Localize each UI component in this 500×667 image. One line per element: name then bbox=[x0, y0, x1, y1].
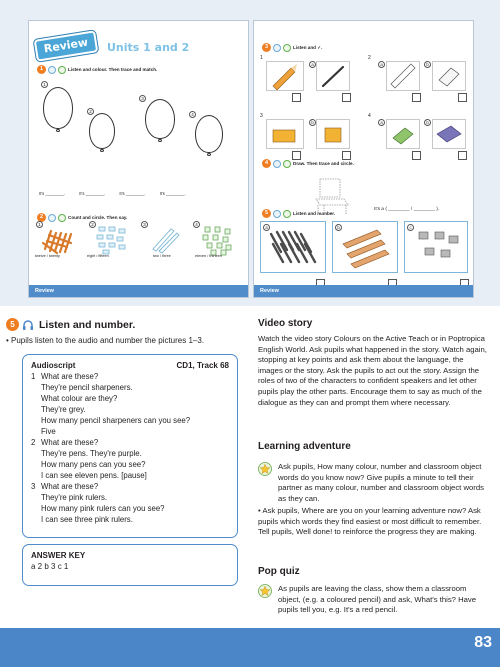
script-line: How many pencil sharpeners can you see? bbox=[41, 416, 191, 425]
its-sentence-3: It's ________. bbox=[119, 191, 146, 196]
listen-icon bbox=[273, 210, 281, 218]
script-text: What are these? bbox=[41, 372, 99, 381]
choice-a-pens bbox=[260, 221, 326, 273]
picture-ruler-a bbox=[386, 61, 420, 91]
page-number: 83 bbox=[474, 634, 492, 651]
count-number-1: 1 bbox=[36, 221, 43, 228]
learning-adventure-text-2: • Ask pupils, Where are you on your learning adventure now? Ask pupils which words they find easiest or most difficult to remember. Tell pupils, Well done! to reinforce the progress they are making. bbox=[258, 506, 482, 537]
green-eraser-drawing bbox=[387, 120, 419, 148]
left-page bbox=[28, 20, 249, 298]
script-line: How many pink rulers can you see? bbox=[41, 504, 165, 513]
script-line bbox=[31, 371, 229, 382]
its-a-sentence: It's a ( ________ / ________ ). bbox=[374, 207, 440, 212]
exercise-4-instruction bbox=[262, 159, 354, 168]
script-line: They're pens. They're purple. bbox=[41, 449, 142, 458]
count-number-3: 3 bbox=[141, 221, 148, 228]
left-page-footer bbox=[29, 285, 248, 297]
learning-adventure-text-1: Ask pupils, How many colour, number and classroom object words do you know now? Give pupils a minute to tell their partner as many colour, number and classroom object words as they can. bbox=[278, 462, 484, 503]
balloon-knot bbox=[100, 149, 104, 152]
option-letter-a: a bbox=[378, 61, 385, 68]
pens-drawing bbox=[261, 222, 325, 272]
star-icon bbox=[258, 584, 272, 598]
tick-box-2b[interactable] bbox=[458, 93, 467, 102]
balloon-outline-4 bbox=[195, 115, 223, 153]
exercise-1-instruction bbox=[37, 65, 157, 74]
script-line bbox=[31, 481, 229, 492]
script-line bbox=[31, 437, 229, 448]
video-story-heading: Video story bbox=[258, 318, 313, 329]
listen-icon bbox=[273, 44, 281, 52]
section-heading bbox=[6, 318, 135, 331]
option-letter-a: a bbox=[378, 119, 385, 126]
picture-eraser-b bbox=[432, 61, 466, 91]
count-option-4: eleven / thirteen bbox=[195, 254, 223, 258]
count-number-4: 4 bbox=[193, 221, 200, 228]
choice-b-rulers bbox=[332, 221, 398, 273]
option-letter-b: b bbox=[309, 119, 316, 126]
balloon-number-2: 2 bbox=[87, 108, 94, 115]
script-line: Five bbox=[41, 427, 56, 436]
picture-number-1: 1 bbox=[260, 55, 263, 61]
balloon-outline-3 bbox=[145, 99, 175, 139]
pen-drawing bbox=[317, 62, 349, 90]
exercise-5-instruction bbox=[262, 209, 335, 218]
review-banner: Review bbox=[34, 30, 99, 61]
instruction-text: Listen and colour. Then trace and match. bbox=[68, 67, 158, 72]
instruction-text: Listen and number. bbox=[293, 211, 336, 216]
count-option-1: twelve / twenty bbox=[35, 254, 60, 258]
its-sentence-2: It's ________. bbox=[79, 191, 106, 196]
page-footer-bar bbox=[0, 628, 500, 667]
exercise-3-instruction bbox=[262, 43, 322, 52]
rulers-drawing bbox=[333, 222, 397, 272]
tick-box-4a[interactable] bbox=[412, 151, 421, 160]
section-title: Listen and number. bbox=[39, 318, 136, 331]
balloon-outline-2 bbox=[89, 113, 115, 149]
script-text: What are these? bbox=[41, 438, 99, 447]
answer-key-box bbox=[22, 544, 238, 586]
spread-inner bbox=[28, 20, 474, 298]
item-number: 1 bbox=[31, 372, 36, 381]
footer-label: Review bbox=[35, 288, 54, 294]
balloon-outline-1 bbox=[43, 87, 73, 129]
answer-key-title: ANSWER KEY bbox=[31, 551, 86, 560]
its-sentence-4: It's ________. bbox=[159, 191, 186, 196]
pop-quiz-text: As pupils are leaving the class, show them a classroom object, (e.g. a coloured pencil) and ask, What's this? Have pupils tell you, e.g. It's a red pencil. bbox=[278, 584, 477, 615]
picture-pencil-a bbox=[266, 61, 304, 91]
exercise-number-badge: 5 bbox=[262, 209, 271, 218]
exercise-number-badge: 3 bbox=[262, 43, 271, 52]
balloon-knot bbox=[56, 129, 60, 132]
right-page-footer bbox=[254, 285, 473, 297]
script-line: I can see eleven pens. [pause] bbox=[41, 471, 147, 480]
audioscript-header bbox=[31, 361, 229, 370]
trace-icon bbox=[283, 160, 291, 168]
balloon-knot bbox=[207, 153, 211, 156]
tick-box-1a[interactable] bbox=[292, 93, 301, 102]
item-number: 2 bbox=[31, 438, 36, 447]
balloon-number-3: 3 bbox=[139, 95, 146, 102]
right-page bbox=[253, 20, 474, 298]
item-number: 3 bbox=[31, 482, 36, 491]
tick-box-2a[interactable] bbox=[412, 93, 421, 102]
count-picture-sharpeners bbox=[89, 221, 131, 257]
choice-c-sharpeners bbox=[404, 221, 468, 273]
audioscript-box bbox=[22, 354, 238, 538]
script-line: I can see three pink rulers. bbox=[41, 515, 133, 524]
count-picture-erasers bbox=[193, 221, 235, 257]
listen-icon bbox=[48, 66, 56, 74]
choice-letter-a: a bbox=[263, 224, 270, 231]
script-text: What are these? bbox=[41, 482, 99, 491]
instruction-bullet: • Pupils listen to the audio and number the pictures 1–3. bbox=[6, 336, 205, 345]
picture-number-3: 3 bbox=[260, 113, 263, 119]
pencil-icon bbox=[58, 66, 66, 74]
ruler-drawing bbox=[387, 62, 419, 90]
script-line: They're grey. bbox=[41, 405, 86, 414]
pencil-drawing bbox=[267, 62, 303, 90]
picture-book-b bbox=[432, 119, 466, 149]
balloon-number-4: 4 bbox=[189, 111, 196, 118]
option-letter-b: b bbox=[424, 61, 431, 68]
book-drawing bbox=[433, 120, 465, 148]
exercise-number-badge: 2 bbox=[37, 213, 46, 222]
script-line: They're pencil sharpeners. bbox=[41, 383, 133, 392]
choice-letter-c: c bbox=[407, 224, 414, 231]
script-line: What colour are they? bbox=[41, 394, 118, 403]
tick-icon bbox=[283, 44, 291, 52]
picture-number-2: 2 bbox=[368, 55, 371, 61]
count-picture-rulers bbox=[141, 221, 183, 257]
exercise-number-badge: 1 bbox=[37, 65, 46, 74]
count-option-2: eight / fifteen bbox=[87, 254, 109, 258]
script-line: How many pens can you see? bbox=[41, 460, 146, 469]
headphones-icon bbox=[22, 319, 34, 331]
answer-key-value: a 2 b 3 c 1 bbox=[31, 562, 69, 571]
student-book-spread bbox=[0, 0, 500, 306]
its-sentence-1: It's ________. bbox=[39, 191, 66, 196]
pop-quiz-heading: Pop quiz bbox=[258, 566, 300, 577]
choice-letter-b: b bbox=[335, 224, 342, 231]
audioscript-track: CD1, Track 68 bbox=[176, 361, 229, 370]
footer-label: Review bbox=[260, 288, 279, 294]
tick-box-4b[interactable] bbox=[458, 151, 467, 160]
count-number-2: 2 bbox=[89, 221, 96, 228]
number-icon bbox=[283, 210, 291, 218]
script-line: They're pink rulers. bbox=[41, 493, 108, 502]
exercise-number-badge: 4 bbox=[262, 159, 271, 168]
instruction-text: Count and circle. Then say. bbox=[68, 215, 128, 220]
units-title: Units 1 and 2 bbox=[107, 41, 190, 54]
picture-glue-b bbox=[316, 119, 350, 149]
count-option-3: two / three bbox=[153, 254, 171, 258]
count-picture-pencils bbox=[37, 221, 79, 257]
video-story-text: Watch the video story Colours on the Active Teach or in Poptropica English World. Ask pupils what happened in the story. Watch again, stopping at key points and ask them about the language, the images or the story. Ask the pupils to act out the story. Assign the roles of two of the characters to confident speakers and let other pupils play the other parts. Encourage them to say as much of the dialogue as they can and prompt them where necessary. bbox=[258, 334, 487, 407]
instruction-text: Draw. Then trace and circle. bbox=[293, 161, 354, 166]
picture-eraser-a bbox=[386, 119, 420, 149]
sharpeners-drawing bbox=[405, 222, 467, 272]
option-letter-b: b bbox=[424, 119, 431, 126]
star-icon bbox=[258, 462, 272, 476]
eraser-drawing bbox=[433, 62, 465, 90]
picture-pen-b bbox=[316, 61, 350, 91]
instruction-text: Listen and ✓. bbox=[293, 44, 323, 50]
sharpener-drawing bbox=[267, 120, 303, 148]
picture-sharpener-a bbox=[266, 119, 304, 149]
balloon-number-1: 1 bbox=[41, 81, 48, 88]
draw-icon bbox=[273, 160, 281, 168]
tick-box-1b[interactable] bbox=[342, 93, 351, 102]
pencils-drawing bbox=[37, 221, 79, 257]
learning-adventure-heading: Learning adventure bbox=[258, 441, 351, 452]
audioscript-title: Audioscript bbox=[31, 361, 76, 370]
balloon-knot bbox=[158, 139, 162, 142]
section-number-badge: 5 bbox=[6, 318, 19, 331]
option-letter-a: a bbox=[309, 61, 316, 68]
picture-number-4: 4 bbox=[368, 113, 371, 119]
its-sentences bbox=[39, 191, 186, 196]
glue-drawing bbox=[317, 120, 349, 148]
